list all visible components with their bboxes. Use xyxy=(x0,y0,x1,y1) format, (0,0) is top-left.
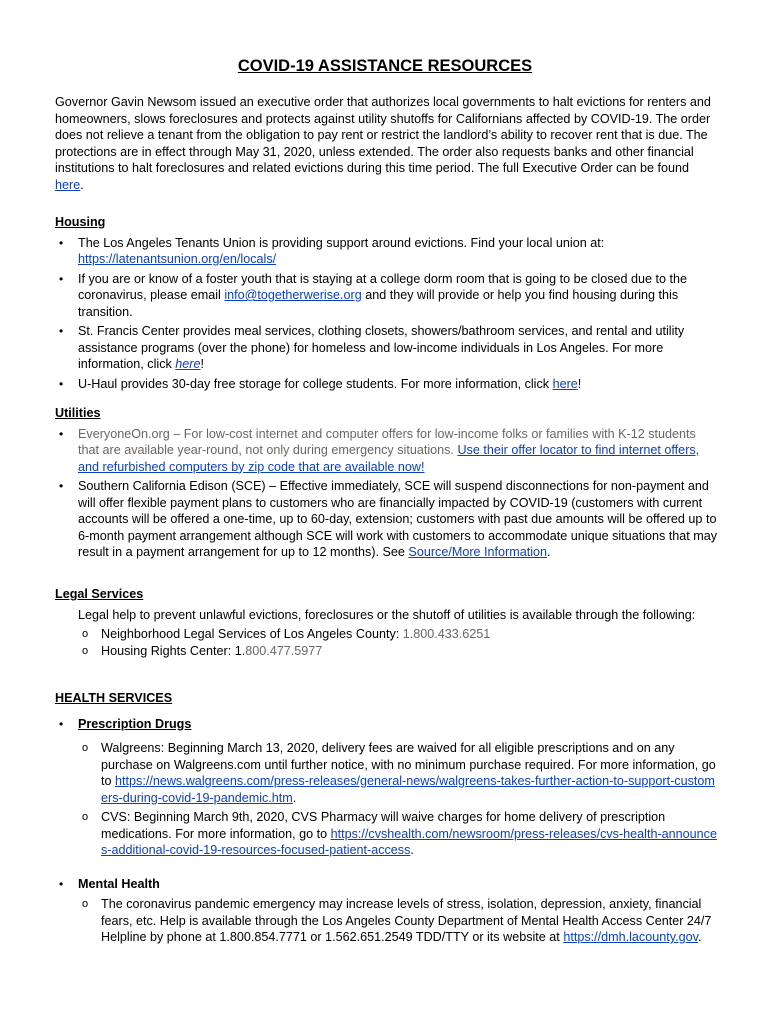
housing-section xyxy=(55,214,720,392)
list-item xyxy=(55,376,720,393)
list-item xyxy=(55,323,720,373)
list-item xyxy=(55,876,720,946)
legal-section xyxy=(55,586,720,659)
phone-number: 1.800.433.6251 xyxy=(402,627,491,641)
item-text: . xyxy=(697,930,702,944)
email-link[interactable]: info@togetherwerise.org xyxy=(224,288,362,302)
uhaul-link[interactable]: here xyxy=(552,376,578,391)
item-text: ! xyxy=(577,376,582,391)
intro-end: . xyxy=(80,177,84,192)
intro-paragraph xyxy=(55,94,720,193)
walgreens-link[interactable]: https://news.walgreens.com/press-releases/general-news/walgreens-takes-further-action-to-support-customers-during-covid-19-pandemic.htm xyxy=(101,774,715,805)
utilities-heading: Utilities xyxy=(55,406,101,420)
item-text: Walgreens: Beginning March 13, 2020, delivery fees are waived for all eligible prescriptions and on any purchase on Walgreens.com until further notice, with no minimum purchase required. For more information, go to xyxy=(101,741,716,788)
utilities-section xyxy=(55,405,720,561)
list-item xyxy=(55,426,720,476)
item-text: ! xyxy=(200,357,205,371)
item-text: . xyxy=(547,545,551,559)
item-text: EveryoneOn.org – For low-cost internet and computer offers for low-income folks or families with K-12 students that are available year-round, not only during emergency situations. xyxy=(78,426,696,457)
prescription-list xyxy=(78,740,720,859)
item-text: If you are or know of a foster youth that is staying at a college dorm room that is going to be closed due to the coronavirus, please email xyxy=(78,271,688,302)
health-section xyxy=(55,690,720,946)
item-text: Neighborhood Legal Services of Los Angeles County: xyxy=(101,627,403,641)
intro-text: Governor Gavin Newsom issued an executive order that authorizes local governments to halt evictions for renters and homeowners, slows foreclosures and protects against utility shutoffs for Californians affected by COVID-19. The order does not relieve a tenant from the obligation to pay rent or restrict the landlord’s ability to recover rent that is due. The protections are in effect through May 31, 2020, unless extended. The order also requests banks and other financial institutions to halt foreclosures and related evictions during this time period. The full Executive Order can be found xyxy=(55,95,711,175)
dmh-link[interactable]: https://dmh.lacounty.gov xyxy=(563,930,698,944)
list-item xyxy=(78,809,720,859)
legal-list xyxy=(55,626,720,659)
list-item xyxy=(55,716,720,859)
item-text: The coronavirus pandemic emergency may increase levels of stress, isolation, depression, anxiety, financial fears, etc. Help is available through the Los Angeles County Department of Mental Health Access Center 24/7 Helpline by phone at 1.800.854.7771 or 1.562.651.2549 TDD/TTY or its website at xyxy=(101,897,712,944)
offer-locator-link[interactable]: Use their offer locator to find internet offers, and refurbished computers by zip code that are available now! xyxy=(78,443,700,474)
housing-list xyxy=(55,235,720,393)
utilities-list xyxy=(55,426,720,561)
list-item xyxy=(78,896,720,946)
list-item xyxy=(78,740,720,806)
list-item xyxy=(55,271,720,321)
item-text: The Los Angeles Tenants Union is providing support around evictions. Find your local union at: xyxy=(78,235,605,250)
list-item xyxy=(78,643,720,660)
item-text: . xyxy=(410,843,414,857)
list-item xyxy=(55,478,720,561)
phone-number: 800.477.5977 xyxy=(245,643,323,658)
mental-health-heading: • Mental Health xyxy=(78,876,160,891)
item-text: . xyxy=(292,790,297,805)
prescription-heading: • Prescription Drugs xyxy=(78,716,192,731)
st-francis-link[interactable]: here xyxy=(175,357,201,371)
cvs-link[interactable]: https://cvshealth.com/newsroom/press-releases/cvs-health-announces-additional-covid-19-resources-focused-patient-access xyxy=(101,826,717,857)
list-item xyxy=(55,235,720,268)
health-heading: HEALTH SERVICES xyxy=(55,691,173,705)
health-list xyxy=(55,716,720,946)
item-text: Southern California Edison (SCE) – Effective immediately, SCE will suspend disconnections for non-payment and will offer flexible payment plans to customers who are financially impacted by COVID-19 (customers with current accounts will be offered a one-time, up to 60-day, extension; customers with past due amounts will be offered up to 6-month payment arrangement although SCE will work with customers to accommodate unique situations that may result in a payment arrangement for up to 12 months). See xyxy=(78,479,718,559)
page-title: COVID-19 ASSISTANCE RESOURCES xyxy=(237,57,533,75)
legal-heading: Legal Services xyxy=(55,587,144,601)
item-text: Housing Rights Center: 1. xyxy=(101,643,246,658)
item-text: CVS: Beginning March 9th, 2020, CVS Pharmacy will waive charges for home delivery of prescription medications. For more information, go to xyxy=(101,810,666,841)
tenants-union-link[interactable]: https://latenantsunion.org/en/locals/ xyxy=(78,252,277,266)
item-text: U-Haul provides 30-day free storage for college students. For more information, click xyxy=(78,376,553,391)
mental-health-list xyxy=(78,896,720,946)
sce-source-link[interactable]: Source/More Information xyxy=(408,545,548,559)
executive-order-link[interactable]: here xyxy=(55,177,81,192)
item-text: St. Francis Center provides meal services, clothing closets, showers/bathroom services, and rental and utility assistance programs (over the phone) for homeless and low-income individuals in Los Angeles. For more information, click xyxy=(78,324,685,371)
legal-text: Legal help to prevent unlawful evictions, foreclosures or the shutoff of utilities is available through the following: xyxy=(78,607,696,622)
housing-heading: Housing xyxy=(55,215,106,229)
item-text: and they will provide or help you find housing during this transition. xyxy=(78,288,679,319)
list-item xyxy=(78,626,720,643)
